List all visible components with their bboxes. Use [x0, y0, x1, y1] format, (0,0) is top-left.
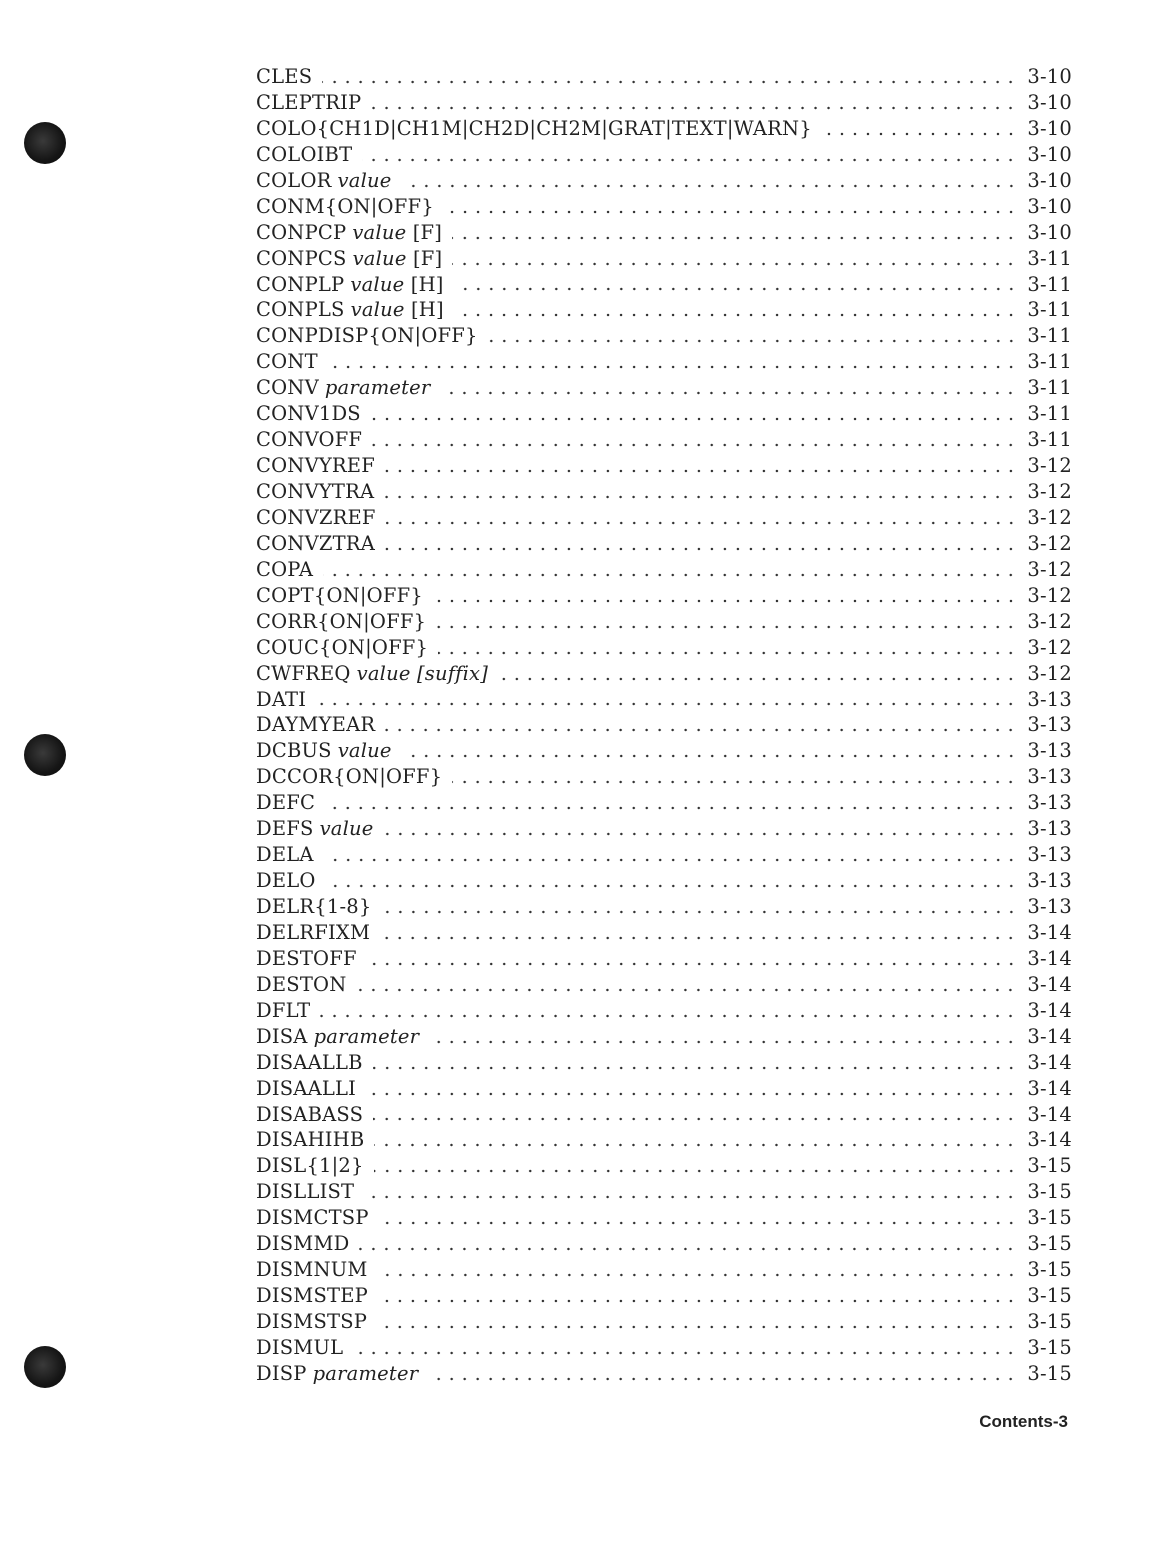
- toc-entry-command: DCBUS: [256, 739, 332, 763]
- toc-entry: [256, 687, 1072, 713]
- toc-entry: [256, 920, 1072, 946]
- toc-entry: [256, 661, 1072, 687]
- binder-hole-middle: [24, 734, 66, 776]
- toc-entry: [256, 1257, 1072, 1283]
- toc-entry-command: CONT: [256, 350, 318, 374]
- dot-leader: [452, 779, 1017, 785]
- toc-entry-page-number: 3-14: [1027, 1076, 1072, 1100]
- toc-entry-argument: value: [352, 220, 407, 244]
- dot-leader: [384, 831, 1018, 837]
- dot-leader: [385, 468, 1017, 474]
- dot-leader: [367, 961, 1018, 967]
- toc-entry-command: CONPCP: [256, 220, 347, 244]
- toc-entry: [256, 583, 1072, 609]
- toc-entry-command: CONV: [256, 376, 319, 400]
- toc-entry-command: DESTOFF: [256, 946, 357, 970]
- toc-entry-page-number: 3-13: [1027, 739, 1072, 763]
- dot-leader: [452, 235, 1017, 241]
- toc-entry: [256, 712, 1072, 738]
- toc-entry-argument: parameter: [313, 1024, 420, 1048]
- toc-entry-page-number: 3-12: [1027, 635, 1072, 659]
- toc-entry-page-number: 3-10: [1027, 194, 1072, 218]
- toc-entry-page-number: 3-15: [1027, 1232, 1072, 1256]
- toc-entry-command: DEFC: [256, 791, 316, 815]
- dot-leader: [362, 157, 1017, 163]
- toc-entry: [256, 401, 1072, 427]
- toc-entry-page-number: 3-12: [1027, 454, 1072, 478]
- toc-entry-page-number: 3-13: [1027, 765, 1072, 789]
- toc-entry-command: CONPLS: [256, 298, 345, 322]
- toc-entry-command: DISAHIHB: [256, 1128, 365, 1152]
- toc-entry-page-number: 3-13: [1027, 895, 1072, 918]
- toc-entry-command: CLES: [256, 65, 313, 88]
- toc-entry-argument: value: [319, 817, 374, 841]
- binder-hole-bottom: [24, 1346, 66, 1388]
- toc-entry-page-number: 3-11: [1027, 428, 1072, 452]
- toc-entry-command: DISMCTSP: [256, 1206, 369, 1230]
- toc-entry: [256, 1205, 1072, 1231]
- toc-entry-command: DISA: [256, 1024, 308, 1048]
- toc-entry: [256, 116, 1072, 142]
- toc-entry-page-number: 3-11: [1027, 350, 1072, 374]
- toc-entry-page-number: 3-14: [1027, 998, 1072, 1022]
- toc-entry-command: CWFREQ: [256, 661, 351, 685]
- toc-entry-page-number: 3-10: [1027, 90, 1072, 114]
- toc-entry: [256, 816, 1072, 842]
- dot-leader: [488, 338, 1018, 344]
- toc-entry: [256, 764, 1072, 790]
- toc-entry-page-number: 3-15: [1027, 1361, 1072, 1385]
- toc-entry: [256, 1179, 1072, 1205]
- toc-entry-page-number: 3-12: [1027, 557, 1072, 581]
- toc-entry-page-number: 3-11: [1027, 298, 1072, 322]
- toc-entry: [256, 1024, 1072, 1050]
- page-footer-label: Contents-3: [979, 1412, 1068, 1431]
- toc-entry: [256, 1361, 1072, 1387]
- toc-entry: [256, 1102, 1072, 1128]
- toc-entry: [256, 738, 1072, 764]
- toc-entry: [256, 609, 1072, 635]
- dot-leader: [444, 209, 1018, 215]
- dot-leader: [380, 935, 1017, 941]
- toc-entry-command: DESTON: [256, 972, 347, 996]
- toc-entry: [256, 868, 1072, 894]
- toc-entry-command: CONVYREF: [256, 454, 375, 478]
- toc-entry: [256, 505, 1072, 531]
- dot-leader: [322, 79, 1017, 85]
- toc-entry-argument: value: [350, 298, 405, 322]
- dot-leader: [454, 286, 1018, 292]
- dot-leader: [353, 1350, 1017, 1356]
- toc-entry: [256, 453, 1072, 479]
- toc-entry-page-number: 3-10: [1027, 220, 1072, 244]
- toc-entry: [256, 427, 1072, 453]
- toc-entry: [256, 842, 1072, 868]
- toc-entry: [256, 1153, 1072, 1179]
- toc-entry-command: CORR{ON|OFF}: [256, 609, 427, 633]
- toc-entry: [256, 1283, 1072, 1309]
- toc-entry-page-number: 3-15: [1027, 1154, 1072, 1178]
- dot-leader: [433, 598, 1017, 604]
- toc-entry: [256, 375, 1072, 401]
- toc-entry-suffix: [F]: [406, 246, 443, 270]
- toc-entry-command: DATI: [256, 687, 307, 711]
- dot-leader: [371, 105, 1017, 111]
- dot-leader: [402, 753, 1018, 759]
- toc-entry-command: DISMSTSP: [256, 1310, 368, 1333]
- toc-entry-argument: value: [337, 739, 392, 763]
- toc-entry: [256, 946, 1072, 972]
- toc-entry-command: CONPCS: [256, 246, 347, 270]
- dot-leader: [378, 1298, 1017, 1304]
- toc-entry-page-number: 3-12: [1027, 661, 1072, 685]
- toc-entry-argument: value [suffix]: [356, 661, 489, 685]
- dot-leader: [374, 1142, 1017, 1148]
- dot-leader: [373, 1116, 1017, 1122]
- toc-entry-argument: value: [337, 168, 392, 192]
- toc-entry: [256, 272, 1072, 298]
- toc-entry-command: DISAALLI: [256, 1076, 357, 1100]
- dot-leader: [323, 572, 1017, 578]
- toc-entry-argument: value: [350, 272, 405, 296]
- toc-entry-command: DISABASS: [256, 1102, 364, 1126]
- toc-entry-page-number: 3-13: [1027, 843, 1072, 867]
- toc-entry-command: DELO: [256, 869, 316, 893]
- dot-leader: [452, 261, 1017, 267]
- toc-entry-page-number: 3-15: [1027, 1180, 1072, 1204]
- toc-entry-page-number: 3-14: [1027, 1050, 1072, 1074]
- toc-entry-command: DISMUL: [256, 1335, 344, 1359]
- dot-leader: [386, 520, 1018, 526]
- toc-entry-page-number: 3-15: [1027, 1335, 1072, 1359]
- dot-leader: [356, 987, 1017, 993]
- dot-leader: [822, 131, 1017, 137]
- dot-leader: [385, 546, 1017, 552]
- toc-entry-page-number: 3-12: [1027, 583, 1072, 607]
- toc-entry: [256, 790, 1072, 816]
- dot-leader: [371, 416, 1018, 422]
- toc-entry-page-number: 3-13: [1027, 817, 1072, 841]
- dot-leader: [379, 1220, 1018, 1226]
- dot-leader: [402, 183, 1018, 189]
- toc-entry: [256, 1076, 1072, 1102]
- toc-entry-page-number: 3-10: [1027, 142, 1072, 166]
- toc-entry-page-number: 3-11: [1027, 402, 1072, 426]
- toc-entry-command: COPT{ON|OFF}: [256, 583, 423, 607]
- toc-entry-page-number: 3-10: [1027, 168, 1072, 192]
- toc-entry: [256, 323, 1072, 349]
- toc-entry: [256, 194, 1072, 220]
- toc-entry-page-number: 3-12: [1027, 505, 1072, 529]
- toc-entry-command: DELRFIXM: [256, 920, 371, 944]
- toc-entry-page-number: 3-11: [1027, 246, 1072, 270]
- toc-entry-page-number: 3-14: [1027, 1024, 1072, 1048]
- toc-entry-command: CONPDISP{ON|OFF}: [256, 324, 478, 348]
- toc-entry-page-number: 3-11: [1027, 324, 1072, 348]
- toc-entry-page-number: 3-12: [1027, 609, 1072, 633]
- toc-entry-argument: parameter: [312, 1361, 419, 1385]
- dot-leader: [377, 1324, 1017, 1330]
- toc-entry-command: DISP: [256, 1361, 307, 1385]
- toc-entry-page-number: 3-10: [1027, 65, 1072, 88]
- dot-leader: [384, 494, 1017, 500]
- toc-entry-command: DELA: [256, 843, 314, 867]
- toc-entry-page-number: 3-11: [1027, 272, 1072, 296]
- toc-entry-page-number: 3-12: [1027, 531, 1072, 555]
- toc-entry: [256, 1309, 1072, 1335]
- dot-leader: [328, 364, 1018, 370]
- toc-entry-argument: value: [352, 246, 407, 270]
- toc-entry-page-number: 3-14: [1027, 972, 1072, 996]
- toc-entry-command: DISMNUM: [256, 1258, 368, 1282]
- toc-entry: [256, 1231, 1072, 1257]
- toc-entry-suffix: [H]: [404, 298, 444, 322]
- dot-leader: [359, 1246, 1017, 1252]
- toc-entry: [256, 90, 1072, 116]
- toc-entry: [256, 168, 1072, 194]
- toc-entry: [256, 972, 1072, 998]
- toc-entry-suffix: [H]: [404, 272, 444, 296]
- toc-entry-page-number: 3-14: [1027, 920, 1072, 944]
- table-of-contents: [256, 64, 1072, 1387]
- toc-entry: [256, 557, 1072, 583]
- toc-entry: [256, 142, 1072, 168]
- toc-entry: [256, 246, 1072, 272]
- toc-entry-command: CONM{ON|OFF}: [256, 194, 434, 218]
- toc-entry-command: CONVZTRA: [256, 531, 375, 555]
- toc-entry-command: DELR{1-8}: [256, 895, 372, 918]
- dot-leader: [373, 1065, 1018, 1071]
- toc-entry-command: CONVOFF: [256, 428, 363, 452]
- toc-entry: [256, 297, 1072, 323]
- dot-leader: [372, 442, 1017, 448]
- toc-entry-page-number: 3-15: [1027, 1310, 1072, 1333]
- dot-leader: [324, 857, 1018, 863]
- toc-entry-command: COLOIBT: [256, 142, 353, 166]
- toc-entry-command: CONPLP: [256, 272, 345, 296]
- dot-leader: [498, 676, 1017, 682]
- toc-entry-suffix: [F]: [406, 220, 443, 244]
- toc-entry-command: DAYMYEAR: [256, 713, 376, 737]
- toc-entry-command: COLOR: [256, 168, 332, 192]
- toc-entry-command: DISLLIST: [256, 1180, 355, 1204]
- dot-leader: [385, 727, 1017, 733]
- dot-leader: [429, 1039, 1017, 1045]
- toc-entry-command: DISMSTEP: [256, 1284, 368, 1308]
- toc-entry-command: COUC{ON|OFF}: [256, 635, 429, 659]
- toc-entry-page-number: 3-15: [1027, 1206, 1072, 1230]
- dot-leader: [320, 1013, 1017, 1019]
- dot-leader: [366, 1091, 1017, 1097]
- dot-leader: [428, 1376, 1017, 1382]
- toc-entry: [256, 349, 1072, 375]
- toc-entry-page-number: 3-13: [1027, 791, 1072, 815]
- toc-entry-page-number: 3-15: [1027, 1258, 1072, 1282]
- toc-entry: [256, 531, 1072, 557]
- toc-entry-page-number: 3-14: [1027, 1102, 1072, 1126]
- toc-entry-page-number: 3-13: [1027, 869, 1072, 893]
- toc-entry-page-number: 3-14: [1027, 946, 1072, 970]
- toc-entry-page-number: 3-14: [1027, 1128, 1072, 1152]
- toc-entry-command: DCCOR{ON|OFF}: [256, 765, 443, 789]
- toc-entry-command: DISAALLB: [256, 1050, 363, 1074]
- toc-entry: [256, 1050, 1072, 1076]
- toc-entry-argument: parameter: [324, 376, 431, 400]
- toc-entry-page-number: 3-13: [1027, 713, 1072, 737]
- toc-entry: [256, 479, 1072, 505]
- toc-entry: [256, 64, 1072, 90]
- toc-entry-command: CLEPTRIP: [256, 90, 362, 114]
- toc-entry: [256, 220, 1072, 246]
- dot-leader: [325, 805, 1017, 811]
- dot-leader: [440, 390, 1017, 396]
- toc-entry-command: COPA: [256, 557, 314, 581]
- toc-entry-command: CONVYTRA: [256, 480, 375, 503]
- toc-entry-command: CONV1DS: [256, 402, 361, 426]
- dot-leader: [436, 624, 1017, 630]
- toc-entry-page-number: 3-13: [1027, 687, 1072, 711]
- toc-entry-command: DISL{1|2}: [256, 1154, 364, 1178]
- dot-leader: [316, 701, 1017, 707]
- dot-leader: [438, 650, 1017, 656]
- dot-leader: [382, 909, 1018, 915]
- toc-entry-command: DFLT: [256, 998, 311, 1022]
- toc-entry: [256, 894, 1072, 920]
- toc-entry: [256, 998, 1072, 1024]
- toc-entry: [256, 1335, 1072, 1361]
- toc-entry-command: COLO{CH1D|CH1M|CH2D|CH2M|GRAT|TEXT|WARN}: [256, 116, 812, 140]
- toc-entry-page-number: 3-10: [1027, 116, 1072, 140]
- binder-hole-top: [24, 122, 66, 164]
- dot-leader: [326, 883, 1018, 889]
- toc-entry-command: DISMMD: [256, 1232, 350, 1256]
- toc-entry-command: CONVZREF: [256, 505, 376, 529]
- toc-entry-command: DEFS: [256, 817, 314, 841]
- toc-entry-page-number: 3-15: [1027, 1284, 1072, 1308]
- dot-leader: [374, 1168, 1018, 1174]
- dot-leader: [364, 1194, 1017, 1200]
- dot-leader: [378, 1272, 1018, 1278]
- toc-entry-page-number: 3-11: [1027, 376, 1072, 400]
- dot-leader: [454, 312, 1018, 318]
- toc-entry: [256, 1127, 1072, 1153]
- toc-entry-page-number: 3-12: [1027, 480, 1072, 503]
- toc-entry: [256, 635, 1072, 661]
